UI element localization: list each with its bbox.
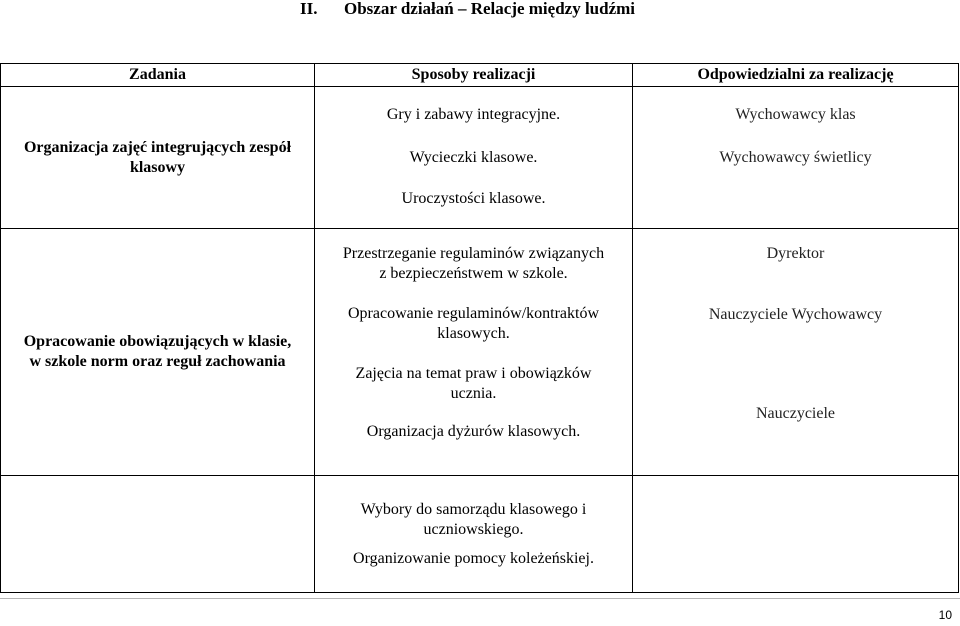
table-row [1,476,959,593]
responsible-item: Dyrektor [766,245,825,262]
method-item [315,549,632,569]
table-row [1,229,959,476]
responsible-cell [633,476,959,593]
responsible-item: Wychowawcy klas [735,106,856,123]
method-item [315,422,632,442]
methods-cell [315,229,633,476]
responsible-item: Wychowawcy świetlicy [719,149,872,166]
responsible-item: Nauczyciele Wychowawcy [708,306,883,323]
header-row [1,64,959,87]
method-line: z bezpieczeństwem w szkole. [379,265,568,282]
task-cell [1,87,315,229]
method-item: Uroczystości klasowe. [401,190,546,207]
header-tasks: Zadania [1,64,315,87]
page-number: 10 [938,608,952,622]
responsible-cell [633,87,959,229]
section-number: II. [300,0,318,18]
method-item [315,500,632,540]
task-cell [1,476,315,593]
method-line: Przestrzeganie regulaminów związanych [342,245,605,262]
task-line: klasowy [129,158,186,176]
header-methods: Sposoby realizacji [315,64,633,87]
method-line: Organizowanie pomocy koleżeńskiej. [353,550,594,567]
method-line: Opracowanie regulaminów/kontraktów [347,305,600,322]
methods-cell [315,87,633,229]
method-item: Gry i zabawy integracyjne. [386,106,561,123]
task-line: Organizacja zajęć integrujących zespół [23,138,292,156]
method-line: Zajęcia na temat praw i obowiązków [355,365,592,382]
method-item [315,244,632,284]
method-line: uczniowskiego. [423,521,524,538]
method-item [315,304,632,344]
task-line: Opracowanie obowiązujących w klasie, [23,333,292,350]
method-line: Organizacja dyżurów klasowych. [366,423,581,440]
task-cell [1,229,315,476]
method-line: ucznia. [450,385,497,402]
header-responsible: Odpowiedzialni za realizację [633,64,959,87]
methods-cell [315,476,633,593]
method-line: Wybory do samorządu klasowego i [360,501,587,518]
plan-table [0,63,959,593]
table-row [1,87,959,229]
section-heading [0,0,960,24]
method-item: Wycieczki klasowe. [409,149,538,166]
responsible-cell [633,229,959,476]
method-line: klasowych. [437,325,510,342]
section-title: Obszar działań – Relacje między ludźmi [344,0,636,18]
task-line: w szkole norm oraz reguł zachowania [29,353,286,370]
footer-divider [0,598,960,599]
responsible-item: Nauczyciele [755,405,836,422]
method-item [315,364,632,404]
